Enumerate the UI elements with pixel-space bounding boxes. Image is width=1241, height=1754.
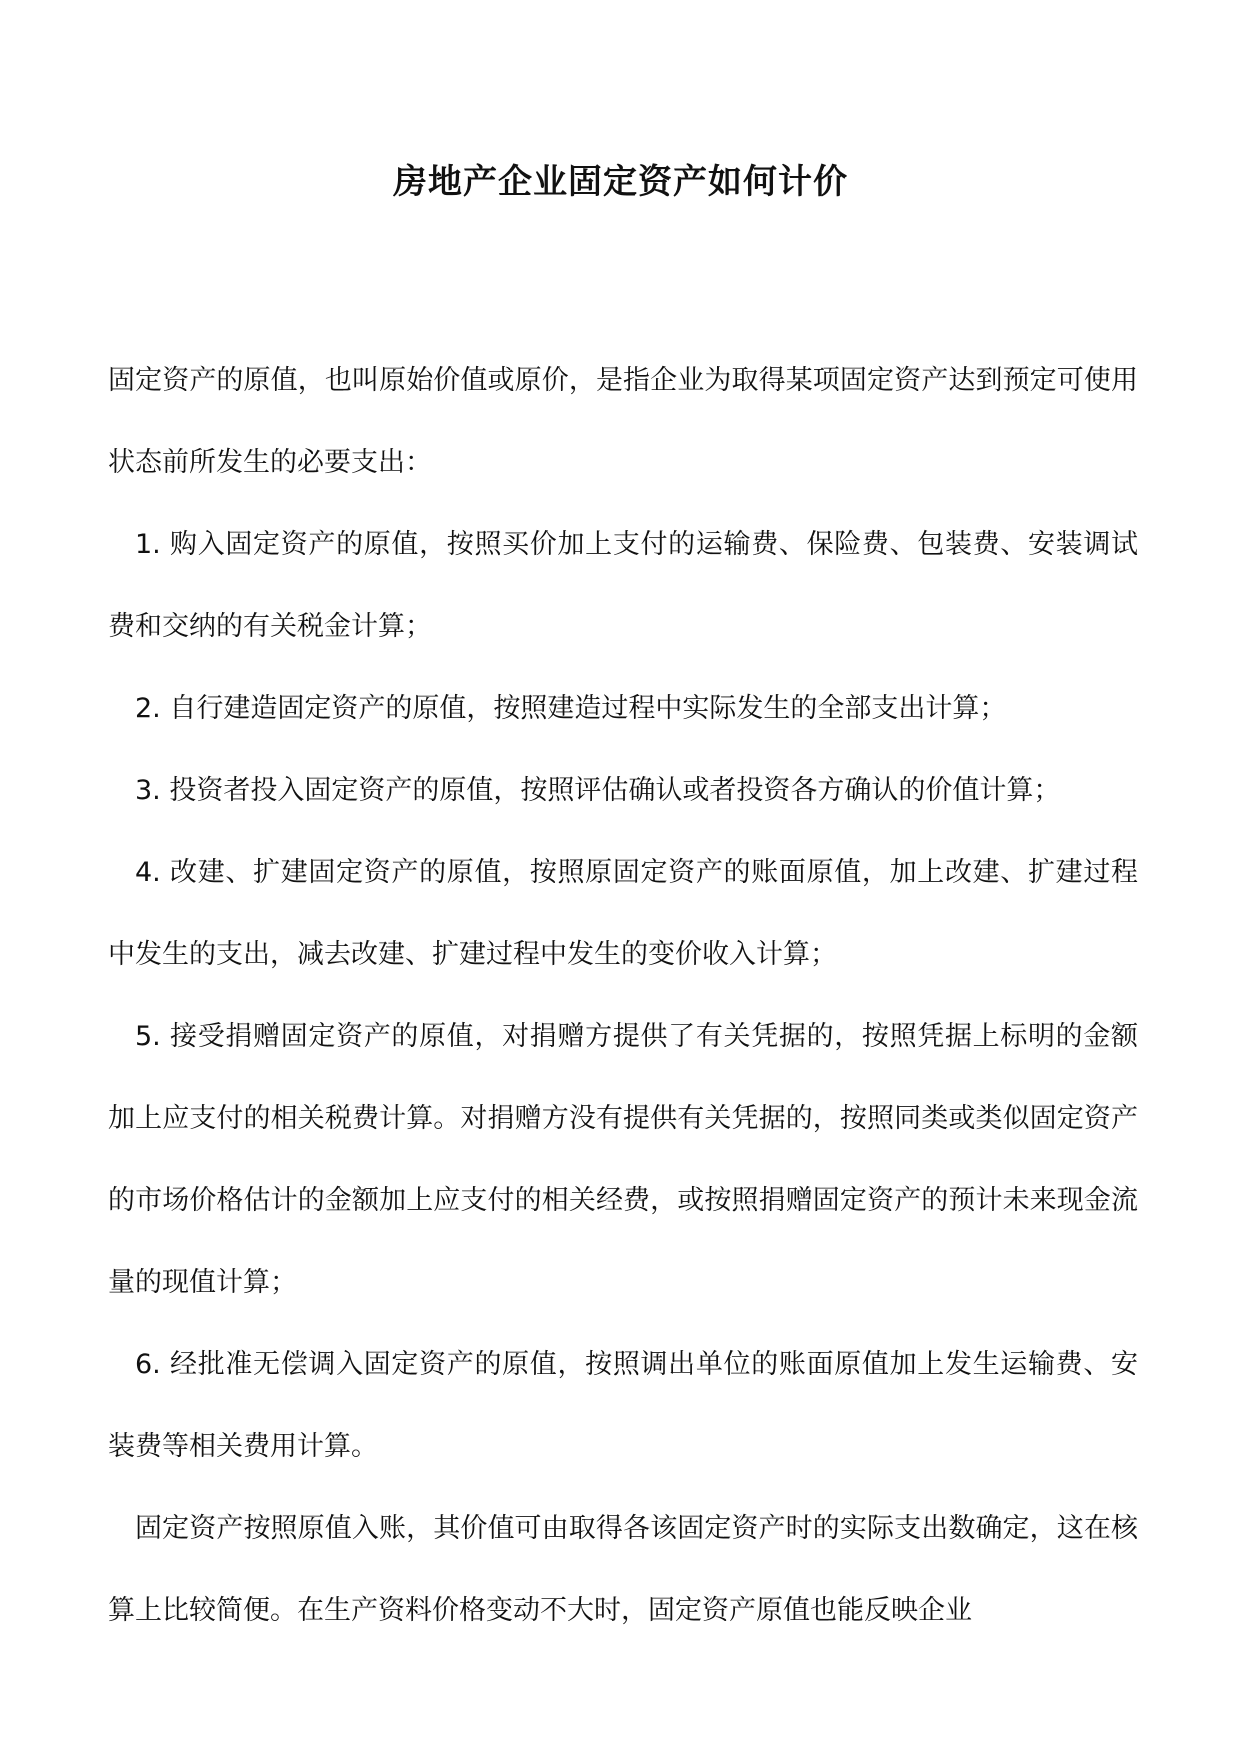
list-item-4: 4. 改建、扩建固定资产的原值，按照原固定资产的账面原值，加上改建、扩建过程中发生的支出，减去改建、扩建过程中发生的变价收入计算；	[108, 857, 1138, 970]
list-item-3: 3. 投资者投入固定资产的原值，按照评估确认或者投资各方确认的价值计算；	[135, 775, 1061, 806]
closing-paragraph: 固定资产按照原值入账，其价值可由取得各该固定资产时的实际支出数确定，这在核算上比较简便。在生产资料价格变动不大时，固定资产原值也能反映企业	[108, 1513, 1138, 1626]
list-item-1: 1. 购入固定资产的原值，按照买价加上支付的运输费、保险费、包装费、安装调试费和交纳的有关税金计算；	[108, 529, 1138, 642]
intro-paragraph: 固定资产的原值，也叫原始价值或原价，是指企业为取得某项固定资产达到预定可使用状态前所发生的必要支出：	[108, 365, 1138, 478]
list-item-5: 5. 接受捐赠固定资产的原值，对捐赠方提供了有关凭据的，按照凭据上标明的金额加上应支付的相关税费计算。对捐赠方没有提供有关凭据的，按照同类或类似固定资产的市场价格估计的金额加上应支付的相关经费，或按照捐赠固定资产的预计未来现金流量的现值计算；	[108, 1021, 1138, 1298]
document-title: 房地产企业固定资产如何计价	[393, 162, 848, 202]
list-item-6: 6. 经批准无偿调入固定资产的原值，按照调出单位的账面原值加上发生运输费、安装费等相关费用计算。	[108, 1349, 1138, 1462]
list-item-2: 2. 自行建造固定资产的原值，按照建造过程中实际发生的全部支出计算；	[135, 693, 1007, 724]
document-body	[108, 340, 1138, 1652]
